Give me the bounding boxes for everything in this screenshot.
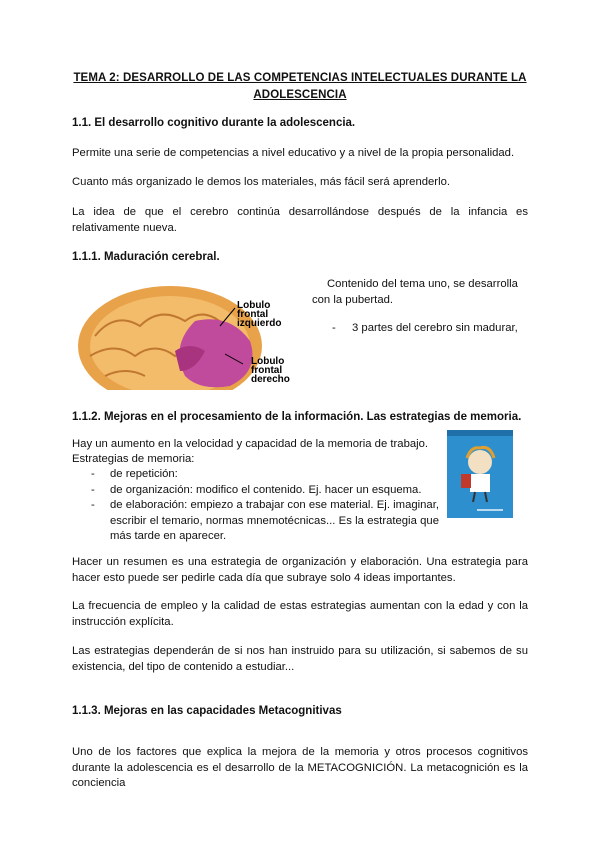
paragraph: Estrategias de memoria: bbox=[72, 453, 195, 465]
label-lobulo-izq-3: izquierdo bbox=[237, 318, 282, 329]
document-title: TEMA 2: DESARROLLO DE LAS COMPETENCIAS INTELECTUALES DURANTE LA ADOLESCENCIA bbox=[73, 72, 527, 101]
bullet-dash: - bbox=[332, 322, 336, 334]
paragraph: Permite una serie de competencias a nivel educativo y a nivel de la propia personalidad. bbox=[72, 147, 515, 159]
brain-image bbox=[75, 276, 307, 390]
paragraph: Hay un aumento en la velocidad y capacidad de la memoria de trabajo. bbox=[72, 438, 429, 450]
book-illustration bbox=[447, 430, 513, 518]
paragraph: La idea de que el cerebro continúa desarrollándose después de la infancia es relativamente nueva. bbox=[72, 206, 528, 234]
label-lobulo-izq-1: Lobulo bbox=[237, 300, 271, 311]
list-item: - de repetición: bbox=[91, 467, 439, 483]
section-heading-1-1: 1.1. El desarrollo cognitivo durante la adolescencia. bbox=[72, 117, 356, 129]
paragraph: Las estrategias dependerán de si nos han instruido para su utilización, si sabemos de su existencia, del tipo de contenido a estudiar... bbox=[72, 645, 528, 673]
label-lobulo-der-1: Lobulo bbox=[251, 356, 285, 367]
paragraph: Hacer un resumen es una estrategia de organización y elaboración. Una estrategia para hacer esto puede ser pedirle cada día que subraye solo 4 ideas importantes. bbox=[72, 556, 528, 584]
section-heading-1-1-1: 1.1.1. Maduración cerebral. bbox=[72, 251, 220, 263]
section-heading-1-1-2: 1.1.2. Mejoras en el procesamiento de la información. Las estrategias de memoria. bbox=[72, 411, 522, 423]
paragraph: Cuanto más organizado le demos los materiales, más fácil será aprenderlo. bbox=[72, 176, 451, 188]
section-heading-1-1-3: 1.1.3. Mejoras en las capacidades Metacognitivas bbox=[72, 705, 342, 717]
book-cover-image bbox=[447, 430, 513, 518]
paragraph: La frecuencia de empleo y la calidad de estas estrategias aumentan con la edad y con la instrucción explícita. bbox=[72, 600, 528, 628]
memory-strategies-list bbox=[91, 467, 439, 545]
label-lobulo-der-2: frontal bbox=[251, 365, 283, 376]
label-lobulo-izq-2: frontal bbox=[237, 309, 269, 320]
list-item: - de elaboración: empiezo a trabajar con ese material. Ej. imaginar, escribir el temario, normas mnemotécnicas... Es la estrategia que más tarde en aparecer. bbox=[91, 498, 439, 545]
paragraph: Uno de los factores que explica la mejora de la memoria y otros procesos cognitivos durante la adolescencia es el desarrollo de la METACOGNICIÓN. La metacognición es la conciencia bbox=[72, 746, 528, 789]
bullet-item bbox=[332, 321, 532, 337]
brain-illustration bbox=[75, 276, 307, 390]
label-lobulo-der-3: derecho bbox=[251, 374, 290, 385]
bullet-text: 3 partes del cerebro sin madurar, bbox=[352, 322, 518, 334]
paragraph-brain-text: Contenido del tema uno, se desarrolla con la pubertad. bbox=[312, 278, 518, 306]
list-item: - de organización: modifico el contenido. Ej. hacer un esquema. bbox=[91, 483, 439, 499]
